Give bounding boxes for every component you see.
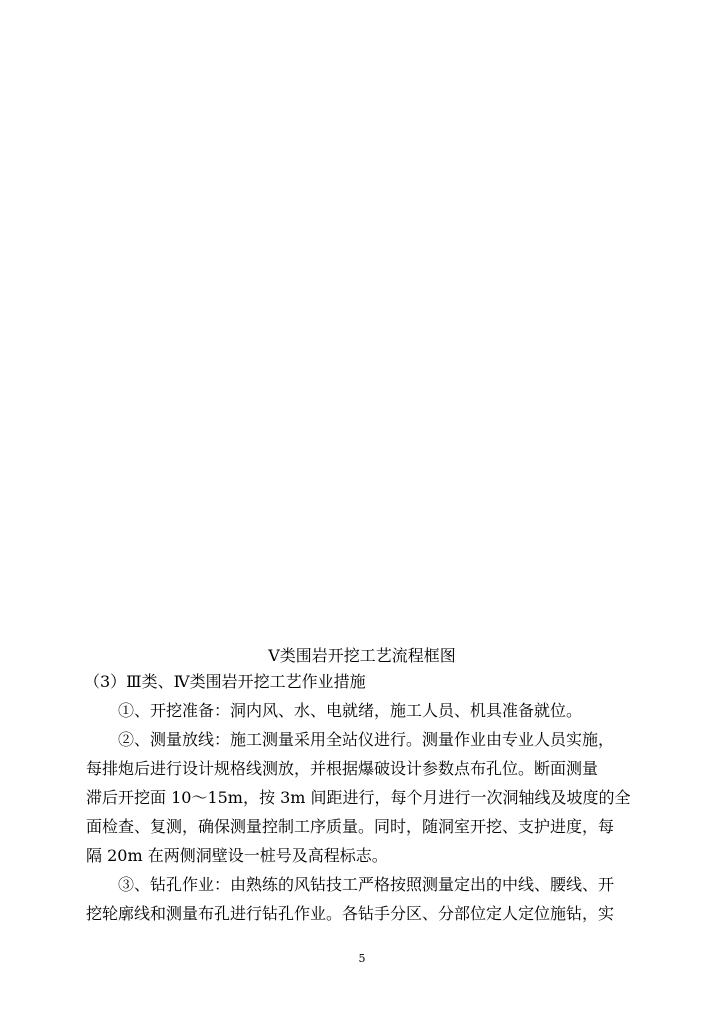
paragraph-line: 滞后开挖面 10～15m，按 3m 间距进行，每个月进行一次洞轴线及坡度的全 [86, 788, 631, 807]
paragraph-line: 挖轮廓线和测量布孔进行钻孔作业。各钻手分区、分部位定人定位施钻，实 [86, 904, 615, 923]
page-number: 5 [358, 952, 366, 965]
body-text [86, 667, 642, 928]
paragraph-line: 面检查、复测，确保测量控制工序质量。同时，随洞室开挖、支护进度，每 [86, 817, 615, 836]
figure-caption: Ⅴ类围岩开挖工艺流程框图 [268, 646, 456, 665]
paragraph-line: 隔 20m 在两侧洞壁设一桩号及高程标志。 [86, 846, 388, 865]
paragraph-line-step-3: ③、钻孔作业：由熟练的风钻技工严格按照测量定出的中线、腰线、开 [118, 875, 615, 894]
paragraph-line: 每排炮后进行设计规格线测放，并根据爆破设计参数点布孔位。断面测量 [86, 759, 599, 778]
section-heading: （3）Ⅲ类、Ⅳ类围岩开挖工艺作业措施 [84, 672, 366, 691]
paragraph-line-step-2: ②、测量放线：施工测量采用全站仪进行。测量作业由专业人员实施， [118, 730, 615, 749]
paragraph-line-step-1: ①、开挖准备：洞内风、水、电就绪，施工人员、机具准备就位。 [118, 701, 583, 720]
